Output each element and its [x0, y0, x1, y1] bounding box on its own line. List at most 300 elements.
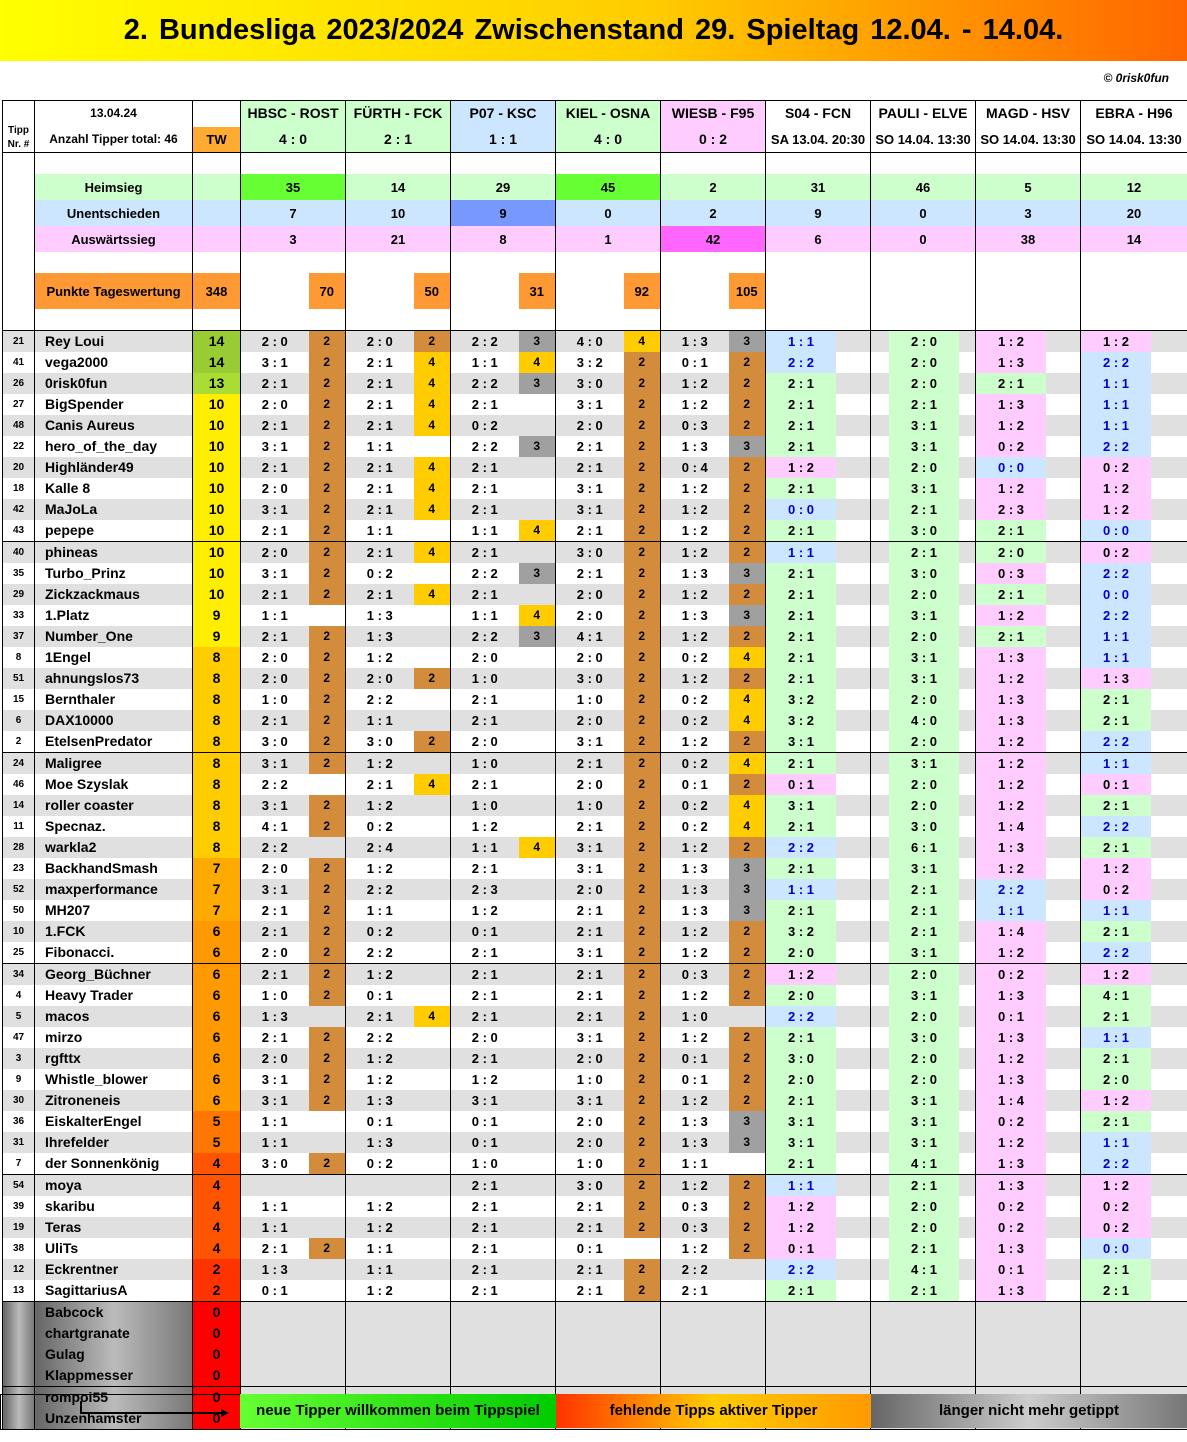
tip-points [519, 921, 556, 942]
tip-points: 4 [729, 710, 766, 731]
tip-points [519, 499, 556, 520]
tip-score: 0 : 3 [661, 964, 729, 986]
tipper-name: Rey Loui [35, 331, 193, 353]
tip-score-open [1081, 457, 1187, 478]
tw-points: 10 [193, 584, 241, 605]
tip-score-open [766, 1175, 871, 1197]
tip-score: 3 : 1 [241, 436, 309, 457]
tip-score: 1 : 1 [346, 710, 414, 731]
tip-score: 2 : 1 [556, 457, 624, 478]
tip-score-open [871, 858, 976, 879]
tip-score-open [1081, 1302, 1187, 1324]
tip-pill: 1 : 2 [976, 1132, 1046, 1153]
tip-score [451, 1302, 519, 1324]
tipper-name: Moe Szyslak [35, 774, 193, 795]
tip-points: 2 [624, 352, 661, 373]
tip-score-open [976, 668, 1081, 689]
match-info: 1 : 1 [451, 127, 556, 153]
tip-points: 2 [309, 921, 346, 942]
tipper-name: macos [35, 1006, 193, 1027]
table-row [3, 858, 1187, 879]
tip-pill: 3 : 1 [766, 731, 836, 752]
tip-score: 0 : 1 [451, 1111, 519, 1132]
tip-score: 0 : 1 [556, 1238, 624, 1259]
tip-score-open [976, 499, 1081, 520]
tip-score: 2 : 0 [556, 647, 624, 668]
tip-score-open [766, 563, 871, 584]
tip-score-open [871, 1365, 976, 1387]
tipper-name: MaJoLa [35, 499, 193, 520]
auswaerts-count: 42 [661, 226, 766, 252]
tip-score-open [976, 1323, 1081, 1344]
tip-points: 2 [729, 499, 766, 520]
tipp-nr [3, 1302, 35, 1324]
tip-points [519, 1006, 556, 1027]
tip-score-open [871, 1153, 976, 1175]
tip-score: 2 : 2 [346, 879, 414, 900]
tip-pill: 1 : 3 [976, 689, 1046, 710]
tip-pill: 2 : 1 [1081, 710, 1151, 731]
tip-points: 2 [309, 584, 346, 605]
tip-score: 1 : 2 [346, 753, 414, 775]
tip-score: 2 : 0 [241, 542, 309, 564]
tip-points: 2 [624, 689, 661, 710]
tip-pill: 1 : 3 [976, 1280, 1046, 1301]
tip-points: 2 [309, 964, 346, 986]
tip-score-open [976, 584, 1081, 605]
tip-score-open [871, 1344, 976, 1365]
tip-score: 1 : 3 [346, 1132, 414, 1153]
tipper-name: EiskalterEngel [35, 1111, 193, 1132]
tip-score-open [1081, 816, 1187, 837]
tip-score: 2 : 1 [451, 858, 519, 879]
table-row [3, 331, 1187, 353]
legend-missing-tips: fehlende Tipps aktiver Tipper [556, 1394, 871, 1428]
tip-score-open [976, 1259, 1081, 1280]
tipper-name: 1Engel [35, 647, 193, 668]
tip-score: 1 : 0 [241, 985, 309, 1006]
tip-score-open [766, 1365, 871, 1387]
tip-points [309, 1196, 346, 1217]
tip-pill: 2 : 2 [1081, 942, 1151, 963]
tip-score-open [871, 1069, 976, 1090]
punkte-value: 50 [414, 273, 451, 309]
match-info: SO 14.04. 13:30 [976, 127, 1081, 153]
tip-points: 2 [729, 774, 766, 795]
match-info: 4 : 0 [241, 127, 346, 153]
tw-points: 10 [193, 436, 241, 457]
tw-points: 6 [193, 942, 241, 964]
heimsieg-count: 35 [241, 174, 346, 200]
tip-score: 0 : 2 [346, 1153, 414, 1175]
tip-score: 2 : 0 [451, 1027, 519, 1048]
tip-pill: 2 : 2 [766, 1259, 836, 1280]
tip-score-open [871, 668, 976, 689]
tip-score: 2 : 1 [346, 584, 414, 605]
tip-score-open [976, 837, 1081, 858]
tip-points [519, 1238, 556, 1259]
tip-pill: 1 : 3 [976, 710, 1046, 731]
tip-pill: 2 : 1 [889, 900, 959, 921]
tip-pill: 2 : 2 [766, 352, 836, 373]
tip-score: 1 : 2 [661, 1027, 729, 1048]
tip-score: 1 : 1 [241, 1132, 309, 1153]
table-row [3, 1280, 1187, 1302]
tip-points: 2 [309, 689, 346, 710]
tip-score-open [976, 563, 1081, 584]
tip-score-open [1081, 1217, 1187, 1238]
tip-points [414, 964, 451, 986]
tip-points: 2 [309, 731, 346, 753]
tip-points [414, 689, 451, 710]
tip-score-open [766, 331, 871, 353]
tip-pill: 0 : 0 [1081, 1238, 1151, 1259]
tip-pill: 4 : 1 [1081, 985, 1151, 1006]
table-row [3, 457, 1187, 478]
table-row [3, 1365, 1187, 1387]
tip-score: 0 : 2 [661, 647, 729, 668]
tip-score: 1 : 3 [661, 436, 729, 457]
tipp-nr: 4 [3, 985, 35, 1006]
tip-score: 2 : 1 [346, 478, 414, 499]
tip-points [414, 837, 451, 858]
tip-score-open [1081, 985, 1187, 1006]
tip-points [729, 1006, 766, 1027]
tip-score [556, 1344, 624, 1365]
auswaerts-count: 0 [871, 226, 976, 252]
tip-score-open [871, 731, 976, 753]
tip-score-open [871, 1006, 976, 1027]
tw-points: 14 [193, 352, 241, 373]
tipp-nr: 2 [3, 731, 35, 753]
tipper-name: Heavy Trader [35, 985, 193, 1006]
tip-points: 2 [624, 1027, 661, 1048]
tip-score-open [871, 1111, 976, 1132]
tip-score: 2 : 1 [556, 520, 624, 542]
tip-score-open [1081, 900, 1187, 921]
tip-points: 2 [729, 394, 766, 415]
tip-pill: 4 : 0 [889, 710, 959, 731]
tip-points: 4 [729, 753, 766, 775]
tip-points: 4 [414, 1006, 451, 1027]
tip-points: 2 [624, 499, 661, 520]
tip-score: 2 : 1 [346, 457, 414, 478]
tip-points: 4 [624, 331, 661, 353]
tip-score-open [871, 985, 976, 1006]
tipper-name: maxperformance [35, 879, 193, 900]
tip-score: 2 : 0 [556, 1132, 624, 1153]
tipper-name: Georg_Büchner [35, 964, 193, 986]
tip-points [729, 1344, 766, 1365]
tip-score-open [871, 1302, 976, 1324]
tip-points [414, 1111, 451, 1132]
tip-score-open [976, 1006, 1081, 1027]
unentschieden-count: 0 [871, 200, 976, 226]
tip-pill: 1 : 1 [1081, 900, 1151, 921]
tip-score [661, 1323, 729, 1344]
table-row [3, 626, 1187, 647]
tip-score: 2 : 0 [556, 584, 624, 605]
tip-score: 0 : 2 [661, 689, 729, 710]
tip-score [241, 1175, 309, 1197]
tw-points: 8 [193, 710, 241, 731]
tip-score: 2 : 0 [556, 605, 624, 626]
tip-pill: 2 : 2 [1081, 352, 1151, 373]
table-row [3, 795, 1187, 816]
tip-pill: 1 : 3 [976, 1069, 1046, 1090]
tip-points [624, 1323, 661, 1344]
tip-score-open [871, 499, 976, 520]
tip-pill: 2 : 0 [889, 1196, 959, 1217]
match-name: EBRA - H96 [1081, 101, 1187, 127]
tip-points: 2 [309, 331, 346, 353]
tip-pill: 0 : 1 [1081, 774, 1151, 795]
tip-points [729, 1365, 766, 1387]
tip-score-open [766, 879, 871, 900]
tip-points [414, 520, 451, 542]
tip-score-open [976, 373, 1081, 394]
tip-points [414, 1323, 451, 1344]
tip-score-open [871, 542, 976, 564]
tip-pill: 2 : 1 [766, 1280, 836, 1301]
tip-score-open [766, 858, 871, 879]
tip-points: 4 [519, 605, 556, 626]
tip-score [346, 1302, 414, 1324]
tip-score: 2 : 0 [241, 647, 309, 668]
table-row [3, 816, 1187, 837]
tip-points [519, 1302, 556, 1324]
tip-score: 0 : 2 [451, 415, 519, 436]
tip-points: 2 [309, 1048, 346, 1069]
heimsieg-count: 45 [556, 174, 661, 200]
tip-score: 2 : 0 [241, 942, 309, 964]
unentschieden-count: 20 [1081, 200, 1187, 226]
tip-points: 2 [624, 816, 661, 837]
tip-points: 2 [309, 457, 346, 478]
tipper-name: rgfttx [35, 1048, 193, 1069]
tipper-name: 0risk0fun [35, 373, 193, 394]
tip-score: 0 : 2 [346, 563, 414, 584]
match-info: 0 : 2 [661, 127, 766, 153]
tip-score-open [871, 457, 976, 478]
tip-points [729, 1280, 766, 1302]
tip-points: 2 [624, 394, 661, 415]
tip-pill: 1 : 2 [766, 457, 836, 478]
tipper-name: Kalle 8 [35, 478, 193, 499]
tip-points: 2 [624, 373, 661, 394]
tip-score: 2 : 1 [451, 1280, 519, 1302]
tip-score-open [871, 605, 976, 626]
tip-pill: 1 : 1 [1081, 647, 1151, 668]
match-name: MAGD - HSV [976, 101, 1081, 127]
tip-score: 2 : 1 [556, 1006, 624, 1027]
tip-score: 1 : 2 [661, 731, 729, 753]
tip-points: 2 [309, 1238, 346, 1259]
tip-score: 3 : 1 [556, 858, 624, 879]
tip-score-open [871, 394, 976, 415]
tip-score-open [871, 753, 976, 775]
tip-points [414, 1048, 451, 1069]
tip-points: 2 [624, 858, 661, 879]
tip-score: 1 : 0 [451, 795, 519, 816]
tw-points: 8 [193, 816, 241, 837]
tip-points [519, 1196, 556, 1217]
tip-score: 1 : 2 [346, 1217, 414, 1238]
tip-points [414, 816, 451, 837]
tip-score: 2 : 0 [241, 668, 309, 689]
tip-points: 2 [309, 647, 346, 668]
tw-points: 8 [193, 647, 241, 668]
tip-score-open [766, 584, 871, 605]
match-info: SO 14.04. 13:30 [871, 127, 976, 153]
tip-points: 3 [519, 373, 556, 394]
tip-score-open [766, 542, 871, 564]
tipper-name: warkla2 [35, 837, 193, 858]
tip-score-open [766, 1090, 871, 1111]
tip-points: 2 [309, 478, 346, 499]
table-row [3, 127, 1187, 153]
tip-points [519, 1111, 556, 1132]
tip-score: 1 : 1 [661, 1153, 729, 1175]
tip-score: 0 : 2 [661, 710, 729, 731]
tip-pill: 2 : 0 [766, 942, 836, 963]
tip-score: 1 : 1 [451, 520, 519, 542]
tip-points: 3 [519, 626, 556, 647]
tip-score [241, 1302, 309, 1324]
tipp-nr: 19 [3, 1217, 35, 1238]
tip-points: 4 [519, 352, 556, 373]
tip-pill: 3 : 0 [889, 520, 959, 541]
table-row [3, 352, 1187, 373]
tip-points: 3 [519, 563, 556, 584]
legend [0, 1394, 1187, 1430]
tip-score-open [976, 1280, 1081, 1302]
tip-pill: 0 : 2 [1081, 542, 1151, 563]
tip-points: 2 [624, 795, 661, 816]
tip-points: 2 [624, 647, 661, 668]
tip-points: 2 [729, 520, 766, 542]
tip-score-open [871, 942, 976, 964]
tw-points: 8 [193, 689, 241, 710]
tip-score: 2 : 1 [346, 1006, 414, 1027]
tip-score-open [871, 352, 976, 373]
tip-pill: 2 : 1 [1081, 837, 1151, 858]
tip-score-open [1081, 626, 1187, 647]
tip-pill: 2 : 1 [889, 394, 959, 415]
tip-score: 1 : 2 [661, 394, 729, 415]
tip-score-open [1081, 731, 1187, 753]
tip-score [346, 1323, 414, 1344]
tip-score-open [976, 1027, 1081, 1048]
tip-score-open [766, 647, 871, 668]
tip-pill: 1 : 3 [976, 1175, 1046, 1196]
table-row [3, 942, 1187, 964]
tip-pill: 2 : 0 [766, 1069, 836, 1090]
tip-score-open [871, 563, 976, 584]
tip-points [309, 1259, 346, 1280]
table-row [3, 1048, 1187, 1069]
tip-points [309, 1365, 346, 1387]
tip-pill: 3 : 2 [766, 921, 836, 942]
tipper-name: Ihrefelder [35, 1132, 193, 1153]
tip-pill: 0 : 2 [976, 1111, 1046, 1132]
tip-score-open [766, 1027, 871, 1048]
tip-points: 2 [729, 584, 766, 605]
tip-score-open [871, 1090, 976, 1111]
table-row [3, 837, 1187, 858]
tip-points [519, 710, 556, 731]
tip-pill: 1 : 1 [1081, 1027, 1151, 1048]
tip-score: 0 : 2 [346, 921, 414, 942]
tip-score: 2 : 1 [556, 1217, 624, 1238]
tip-pill: 2 : 1 [1081, 1006, 1151, 1027]
heimsieg-count: 5 [976, 174, 1081, 200]
tip-score-open [766, 774, 871, 795]
tip-points [414, 1069, 451, 1090]
tip-score-open [1081, 1238, 1187, 1259]
tip-score-open [766, 1323, 871, 1344]
tip-score-open [976, 520, 1081, 542]
tipper-name: Zitroneneis [35, 1090, 193, 1111]
tip-points [414, 1132, 451, 1153]
tip-score: 2 : 1 [451, 1259, 519, 1280]
tip-score-open [976, 1238, 1081, 1259]
table-row [3, 985, 1187, 1006]
tip-points [624, 1344, 661, 1365]
tip-score: 2 : 0 [346, 668, 414, 689]
tip-score: 2 : 1 [241, 900, 309, 921]
tip-points: 2 [309, 499, 346, 520]
tip-points: 4 [729, 647, 766, 668]
tip-pill: 2 : 0 [889, 795, 959, 816]
tip-score-open [766, 1238, 871, 1259]
tip-score: 1 : 2 [661, 1238, 729, 1259]
tip-score: 2 : 2 [451, 436, 519, 457]
tip-points [309, 1175, 346, 1197]
tip-pill: 0 : 1 [976, 1259, 1046, 1280]
tip-points: 2 [309, 626, 346, 647]
tw-points: 10 [193, 520, 241, 542]
tipp-nr: 29 [3, 584, 35, 605]
tip-score-open [766, 1344, 871, 1365]
tip-pill: 2 : 1 [766, 373, 836, 394]
tip-score: 2 : 1 [451, 1238, 519, 1259]
tipp-nr: 9 [3, 1069, 35, 1090]
tip-pill: 1 : 1 [766, 879, 836, 900]
tipper-name: Fibonacci. [35, 942, 193, 964]
tipper-name: skaribu [35, 1196, 193, 1217]
table-row [3, 774, 1187, 795]
tip-score: 4 : 1 [556, 626, 624, 647]
tip-score-open [871, 584, 976, 605]
tip-pill: 3 : 0 [889, 1027, 959, 1048]
tipp-nr [3, 1365, 35, 1387]
tip-pill: 3 : 1 [766, 795, 836, 816]
table-row [3, 394, 1187, 415]
tip-pill: 2 : 1 [766, 1153, 836, 1174]
tip-points [414, 1365, 451, 1387]
tipp-nr: 43 [3, 520, 35, 542]
tip-score: 2 : 2 [241, 837, 309, 858]
tip-pill: 2 : 1 [976, 584, 1046, 605]
tip-points: 3 [729, 331, 766, 353]
tip-points [309, 1302, 346, 1324]
tip-score-open [871, 964, 976, 986]
tipper-name: phineas [35, 542, 193, 564]
tip-score-open [871, 520, 976, 542]
arrow-icon [1, 1395, 241, 1429]
tip-points: 2 [624, 710, 661, 731]
